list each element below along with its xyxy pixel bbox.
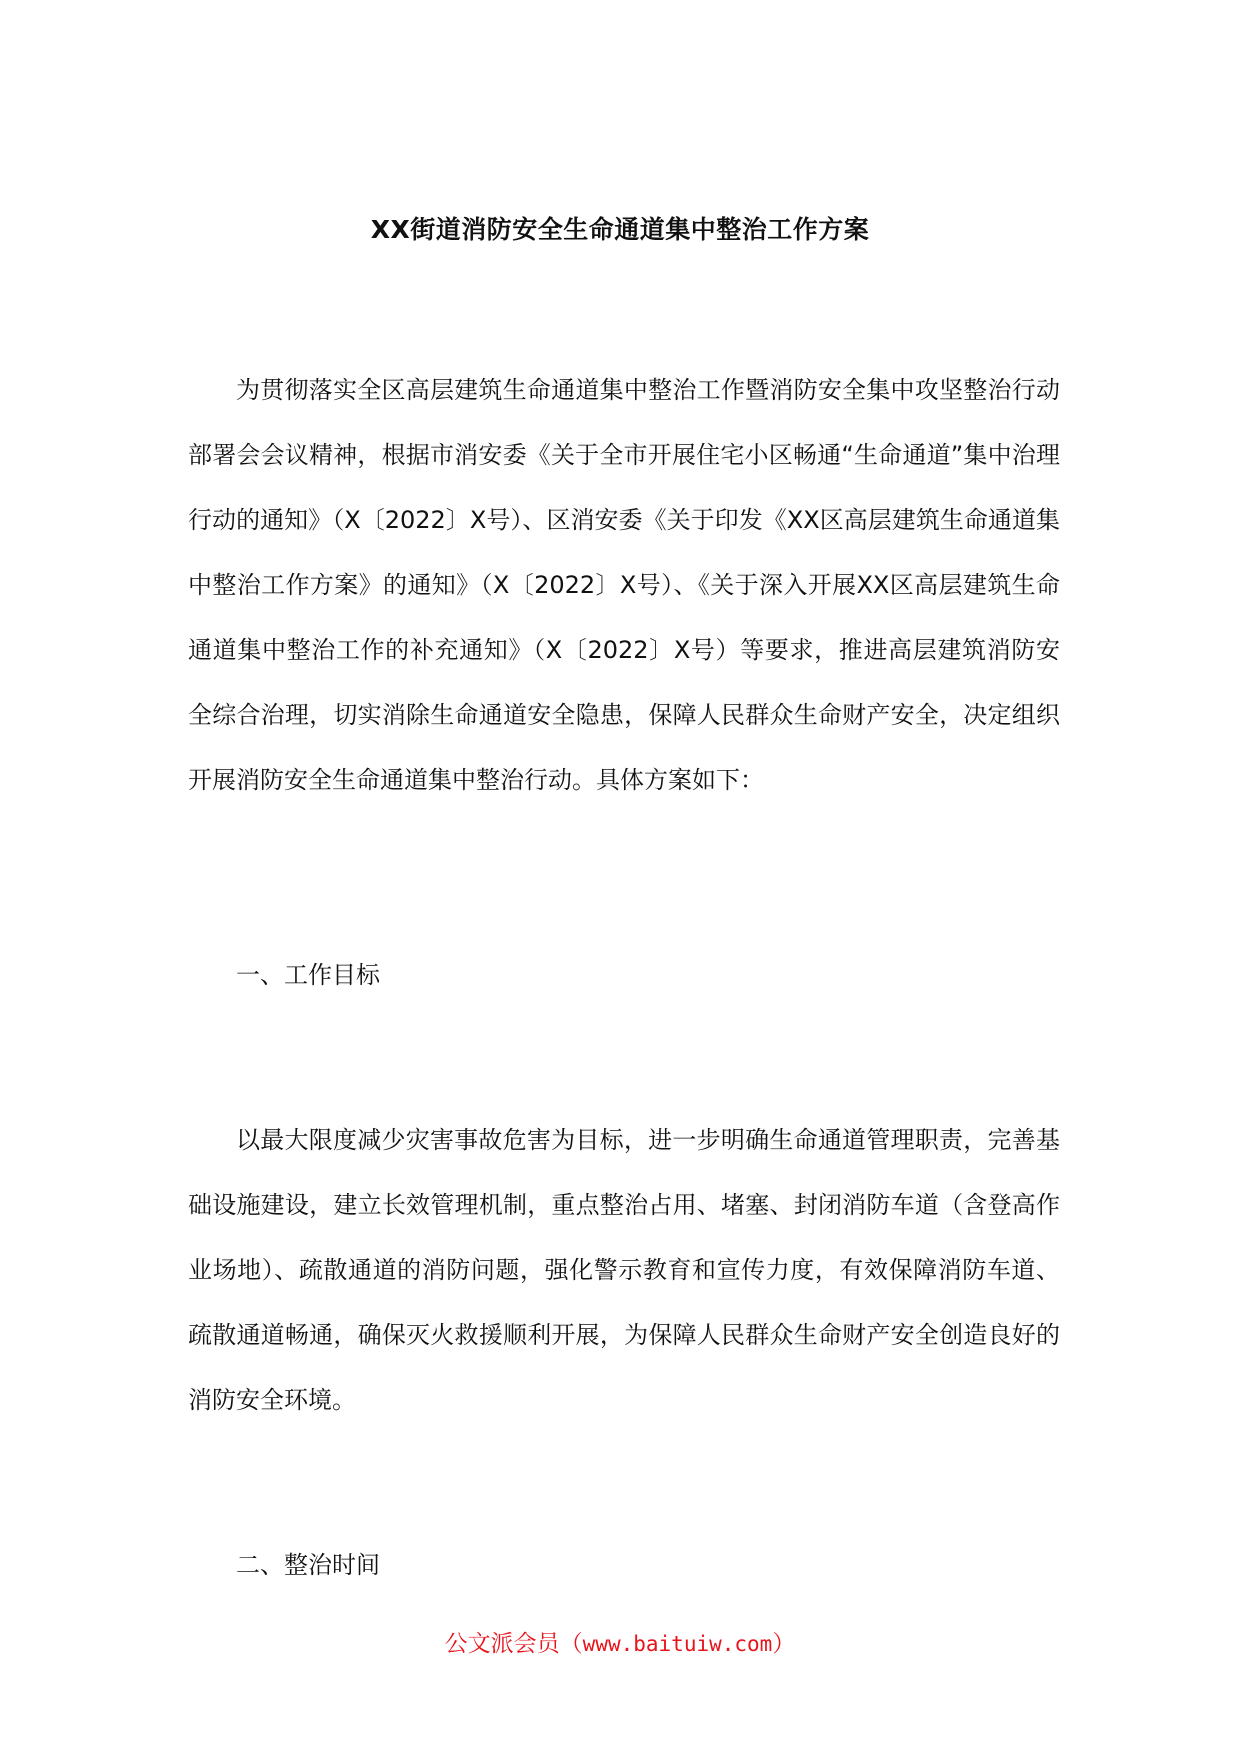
- goals-paragraph: 以最大限度减少灾害事故危害为目标，进一步明确生命通道管理职责，完善基础设施建设，建立长效管理机制，重点整治占用、堵塞、封闭消防车道（含登高作业场地）、疏散通道的消防问题，强化警示教育和宣传力度，有效保障消防车道、疏散通道畅通，确保灭火救援顺利开展，为保障人民群众生命财产安全创造良好的消防安全环境。: [188, 1126, 1060, 1414]
- spacer: [188, 813, 1060, 943]
- spacer: [188, 1008, 1060, 1108]
- document-title: XX街道消防安全生命通道集中整治工作方案: [370, 215, 870, 244]
- document-body: [188, 358, 1060, 1598]
- intro-paragraph: 为贯彻落实全区高层建筑生命通道集中整治工作暨消防安全集中攻坚整治行动部署会会议精神，根据市消安委《关于全市开展住宅小区畅通“生命通道”集中治理行动的通知》（X〔2022〕X号）、区消安委《关于印发《XX区高层建筑生命通道集中整治工作方案》的通知》（X〔2022〕X号）、《关于深入开展XX区高层建筑生命通道集中整治工作的补充通知》（X〔2022〕X号）等要求，推进高层建筑消防安全综合治理，切实消除生命通道安全隐患，保障人民群众生命财产安全，决定组织开展消防安全生命通道集中整治行动。具体方案如下：: [188, 376, 1060, 794]
- footer-suffix: ）: [772, 1631, 796, 1657]
- spacer: [188, 1433, 1060, 1533]
- section-heading-schedule: 二、整治时间: [236, 1551, 380, 1579]
- section-heading-goals: 一、工作目标: [236, 961, 380, 989]
- footer-watermark: [0, 1625, 1240, 1658]
- footer-url[interactable]: www.baituiw.com: [582, 1632, 773, 1656]
- footer-prefix: 公文派会员（: [444, 1631, 583, 1657]
